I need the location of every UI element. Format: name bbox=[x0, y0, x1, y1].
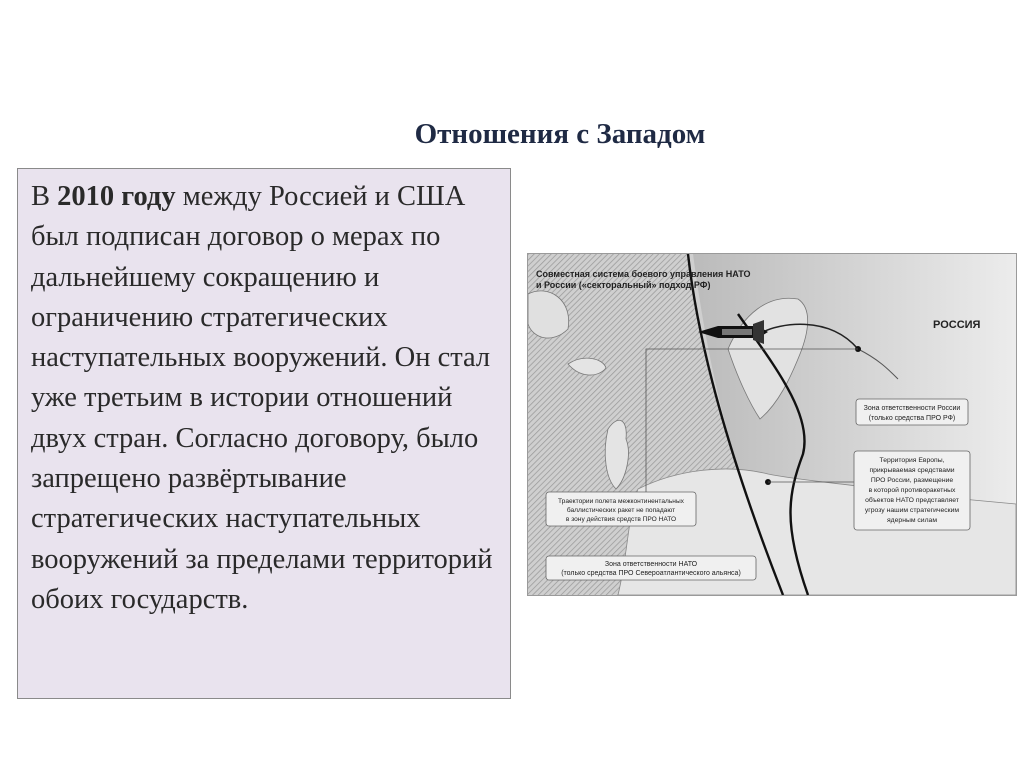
russia-label: РОССИЯ bbox=[933, 319, 981, 331]
svg-text:Территория Европы,: Территория Европы, bbox=[879, 457, 945, 464]
svg-text:Траектории полета межконтинент: Траектории полета межконтинентальных bbox=[558, 498, 684, 505]
trajectory-callout bbox=[546, 492, 696, 526]
svg-text:(только средства ПРО РФ): (только средства ПРО РФ) bbox=[868, 415, 956, 422]
body-text-start: В bbox=[31, 181, 58, 212]
russia-zone-callout bbox=[856, 399, 968, 425]
svg-text:Зона ответственности НАТО: Зона ответственности НАТО bbox=[604, 561, 698, 568]
nato-zone-callout bbox=[546, 556, 756, 580]
treaty-text-box bbox=[17, 168, 511, 699]
svg-text:ядерным силам: ядерным силам bbox=[886, 517, 938, 524]
body-text-year: 2010 году bbox=[57, 181, 176, 212]
slide-title: Отношения с Западом bbox=[414, 118, 706, 150]
body-text-rest: между Россией и США был подписан договор о мерах по дальнейшему сокращению и ограничению стратегических наступательных вооружений. Он стал уже третьим в истории отношений двух стран. Согласно договору, было запрещено развёртывание стратегических наступательных вооружений за пределами территорий обоих государств. bbox=[31, 181, 493, 615]
svg-text:ПРО России, размещение: ПРО России, размещение bbox=[870, 477, 954, 484]
svg-text:объектов НАТО представляет: объектов НАТО представляет bbox=[865, 497, 959, 504]
svg-text:в которой противоракетных: в которой противоракетных bbox=[868, 487, 956, 494]
svg-text:Зона ответственности России: Зона ответственности России bbox=[863, 405, 961, 412]
map-heading-line1: Совместная система боевого управления НАТО bbox=[536, 269, 751, 279]
svg-text:в зону действия средств ПРО НА: в зону действия средств ПРО НАТО bbox=[565, 516, 677, 523]
nato-russia-missile-defense-map bbox=[527, 253, 1017, 596]
svg-text:прикрываемая средствами: прикрываемая средствами bbox=[869, 467, 955, 474]
svg-text:(только средства ПРО Североатл: (только средства ПРО Североатлантического альянса) bbox=[561, 570, 741, 577]
svg-text:баллистических ракет не попада: баллистических ракет не попадают bbox=[566, 507, 676, 514]
europe-territory-callout bbox=[854, 451, 970, 530]
svg-text:угрозу нашим стратегическим: угрозу нашим стратегическим bbox=[864, 507, 960, 514]
map-heading-line2: и России («секторальный» подход РФ) bbox=[536, 280, 711, 290]
